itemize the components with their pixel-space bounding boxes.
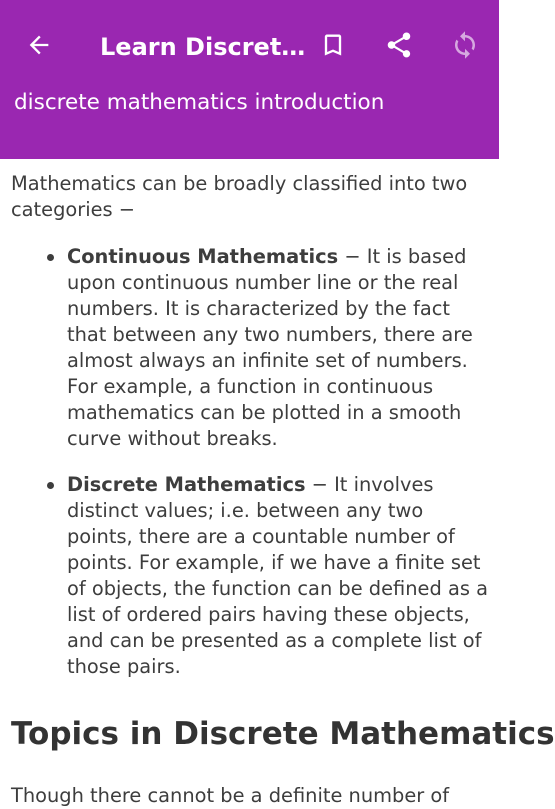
list-item [0,472,499,680]
page-subtitle: discrete mathematics introduction [14,90,385,115]
refresh-icon [450,30,480,60]
section-heading: Topics in Discrete Mathematics [11,716,555,752]
app-title: Learn Discret… [100,33,306,61]
bookmark-icon [319,31,347,59]
toolbar [0,0,499,94]
bullet-term: Continuous Mathematics [67,245,339,268]
refresh-button[interactable] [442,22,488,68]
bullet-dot [47,254,54,261]
bullet-list [0,244,499,680]
bookmark-button[interactable] [310,22,356,68]
article-content[interactable] [0,159,555,807]
share-button[interactable] [376,22,422,68]
bullet-dot [47,482,54,489]
share-icon [384,30,414,60]
arrow-back-icon [25,31,53,59]
app-bar [0,0,499,159]
back-button[interactable] [16,22,62,68]
bullet-text: − It involves distinct values; i.e. between any two points, there are a countable number of points. For example, if we have a finite set of objects, the function can be defined as a list of ordered pairs having these objects, and can be presented as a complete list of those pairs. [67,473,488,678]
list-item [0,244,499,452]
intro-paragraph: Mathematics can be broadly classified into two categories − [11,172,468,221]
bullet-term: Discrete Mathematics [67,473,306,496]
section-paragraph: Though there cannot be a definite number of [11,784,450,807]
bullet-text: − It is based upon continuous number line or the real numbers. It is characterized by the fact that between any two numbers, there are almost always an infinite set of numbers. For example, a function in continuous mathematics can be plotted in a smooth curve without breaks. [67,245,473,450]
